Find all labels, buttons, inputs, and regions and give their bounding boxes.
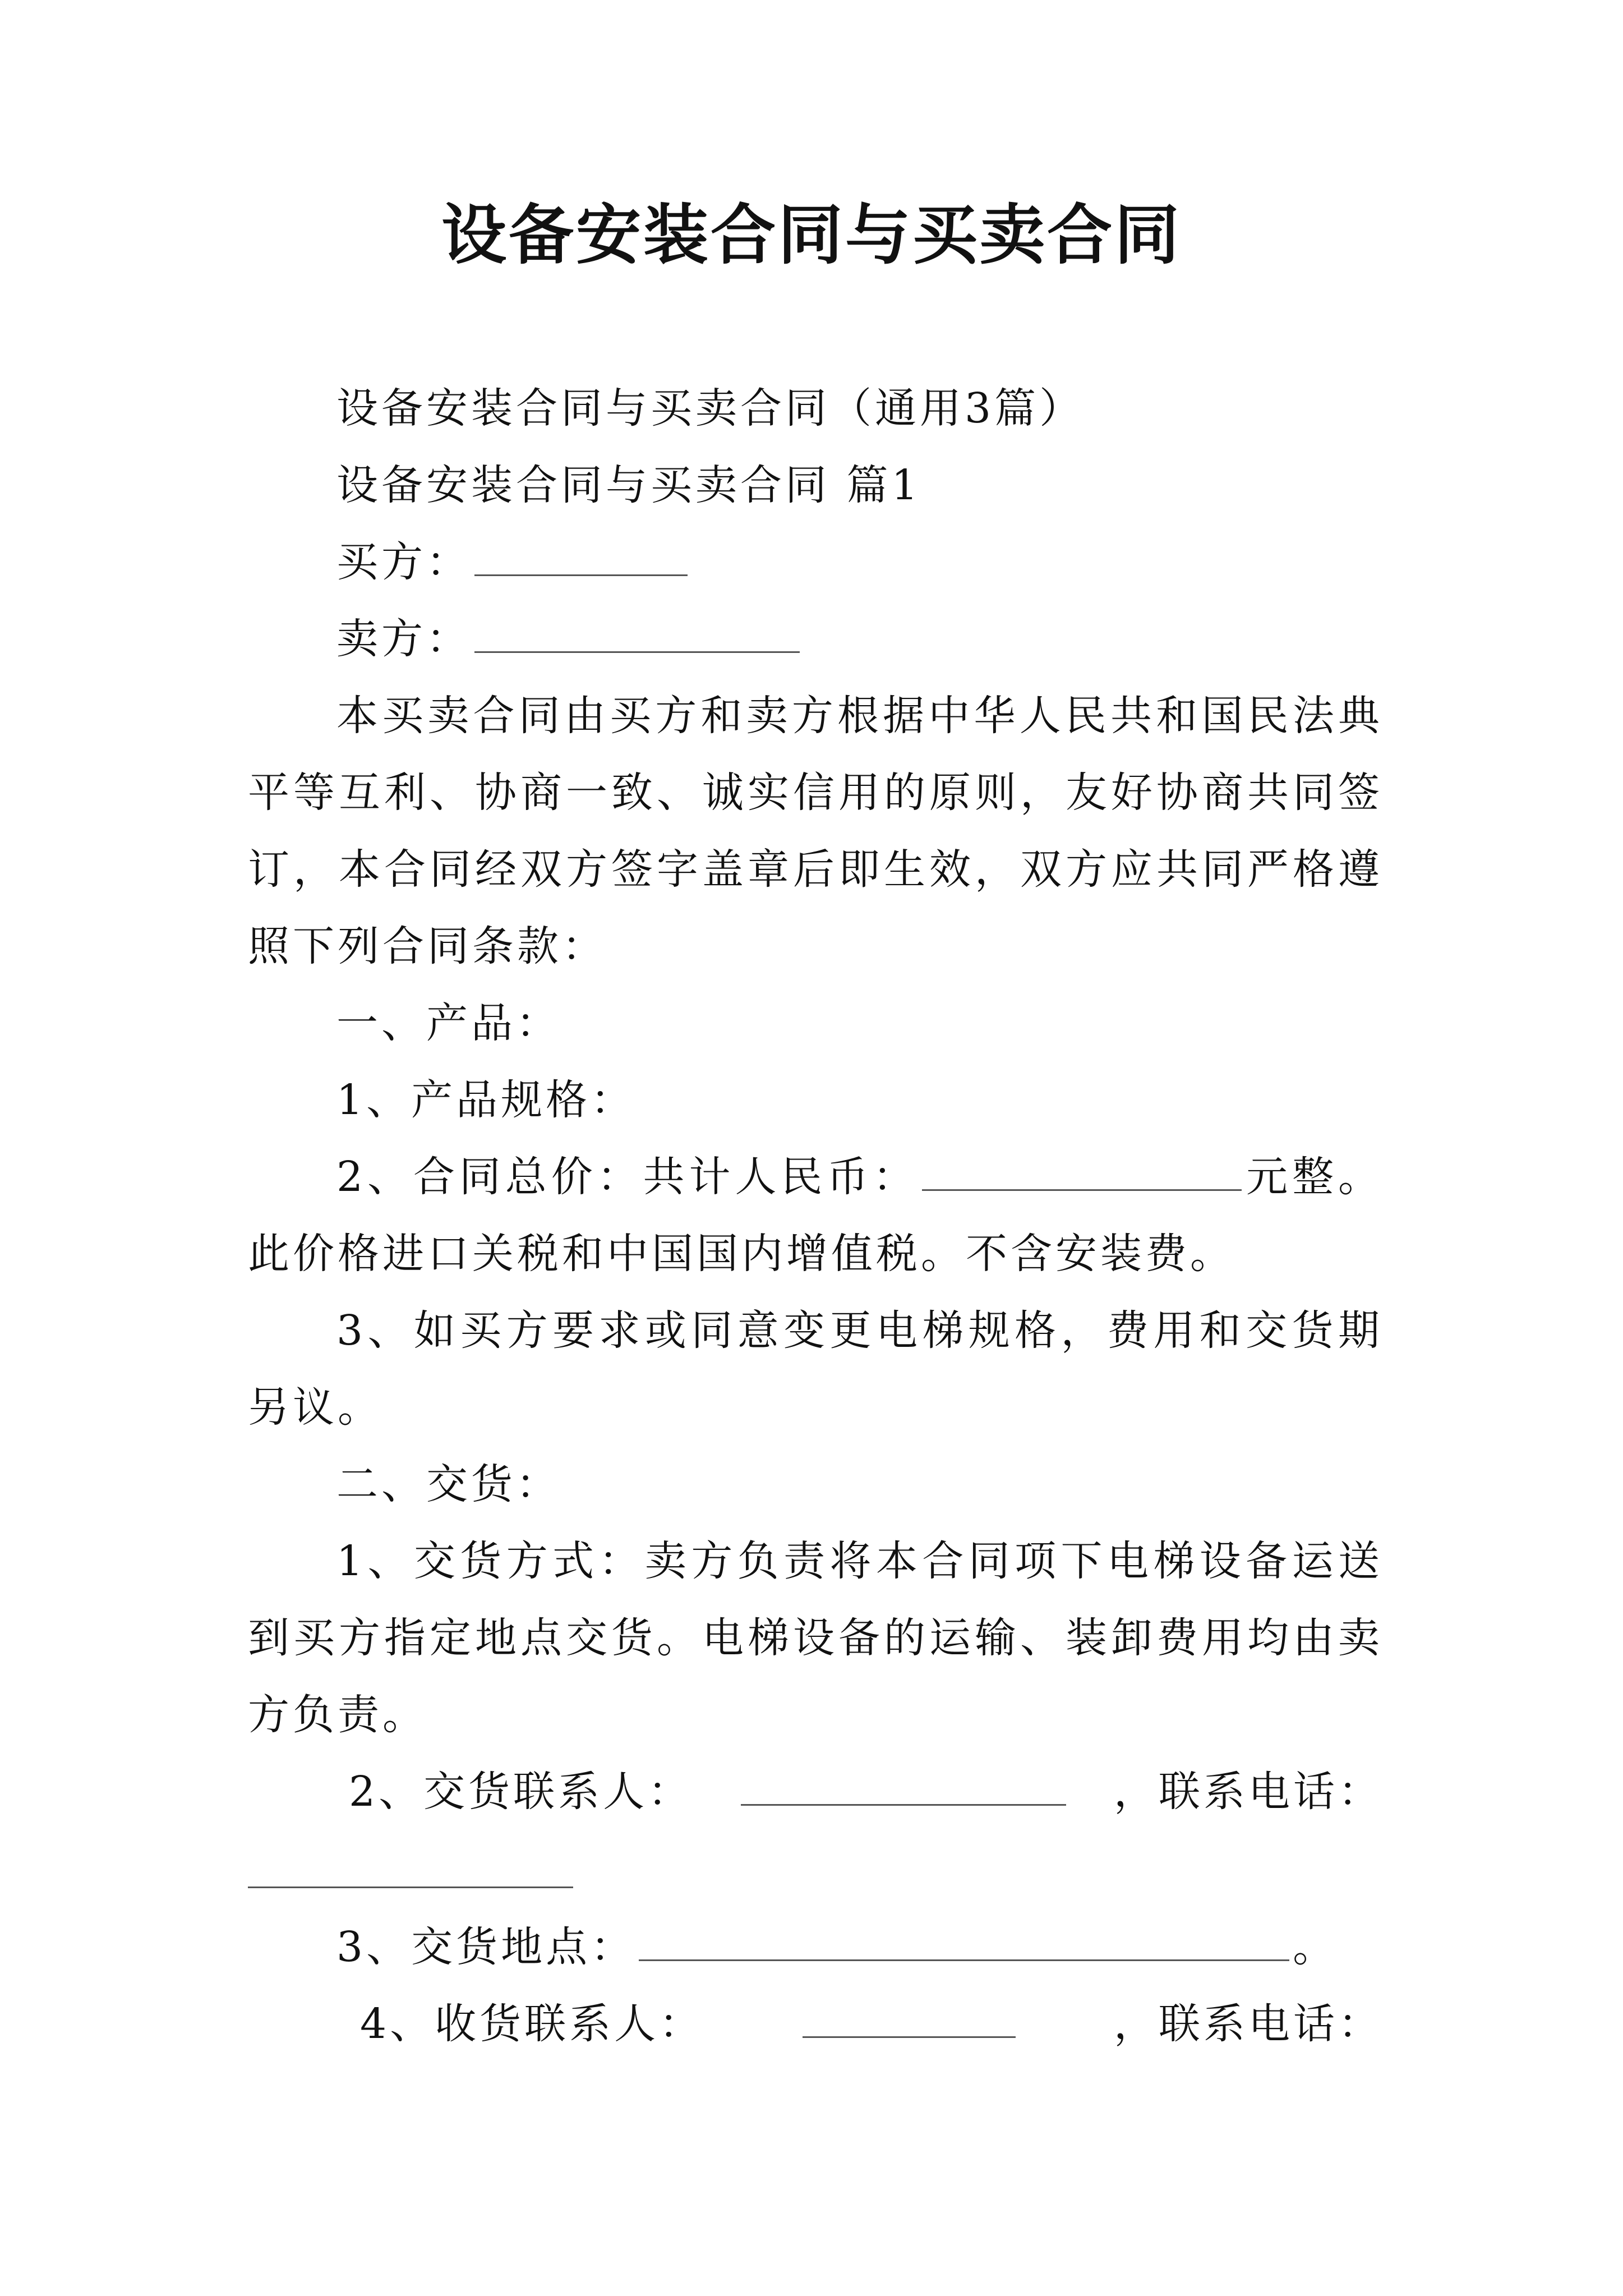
total-price-blank — [922, 1150, 1242, 1191]
item-2-3-suffix: 。 — [1293, 1923, 1338, 1971]
delivery-address-blank — [639, 1920, 1289, 1961]
item-2-4-label: 4、收货联系人： — [360, 2000, 704, 2048]
subtitle: 设备安装合同与买卖合同（通用3篇） — [336, 384, 1085, 432]
item-1-1: 1、产品规格： — [336, 1076, 636, 1124]
seller-blank — [474, 612, 800, 653]
item-1-2 — [248, 1139, 1383, 1292]
section1-heading: 一、产品： — [336, 999, 561, 1047]
item-2-2 — [248, 1754, 1383, 1830]
seller-label: 卖方： — [336, 615, 471, 663]
delivery-contact-blank — [741, 1765, 1066, 1806]
section2-heading: 二、交货： — [336, 1460, 561, 1508]
item-2-3 — [248, 1909, 1383, 1986]
item-1-2-suffix: 元整。此价格进口关税和中国国内增值税。不含安装费。 — [248, 1153, 1383, 1278]
document-title: 设备安装合同与买卖合同 — [441, 197, 1182, 273]
item-2-2-label: 2、交货联系人： — [349, 1768, 693, 1816]
item-1-3: 3、如买方要求或同意变更电梯规格，费用和交货期另议。 — [248, 1306, 1383, 1432]
item-2-4-phone-label: ，联系电话： — [1114, 2000, 1383, 2048]
buyer-line — [248, 524, 1383, 601]
document-body — [248, 370, 1383, 2063]
seller-line — [248, 601, 1383, 678]
receiver-contact-blank — [803, 1997, 1016, 2038]
item-2-1: 1、交货方式：卖方负责将本合同项下电梯设备运送到买方指定地点交货。电梯设备的运输、装卸费用均由卖方负责。 — [248, 1537, 1383, 1739]
buyer-label: 买方： — [336, 538, 471, 586]
buyer-blank — [474, 535, 688, 576]
item-2-2-phone-label: ，联系电话： — [1114, 1768, 1383, 1816]
delivery-phone-blank — [248, 1830, 573, 1888]
item-2-4 — [248, 1986, 1383, 2063]
intro-paragraph: 本买卖合同由买方和卖方根据中华人民共和国民法典平等互利、协商一致、诚实信用的原则，友好协商共同签订，本合同经双方签字盖章后即生效，双方应共同严格遵照下列合同条款： — [248, 692, 1383, 970]
part-heading: 设备安装合同与买卖合同 篇1 — [336, 461, 921, 509]
item-1-2-prefix: 2、合同总价：共计人民币： — [336, 1153, 919, 1201]
item-2-3-prefix: 3、交货地点： — [336, 1923, 636, 1971]
